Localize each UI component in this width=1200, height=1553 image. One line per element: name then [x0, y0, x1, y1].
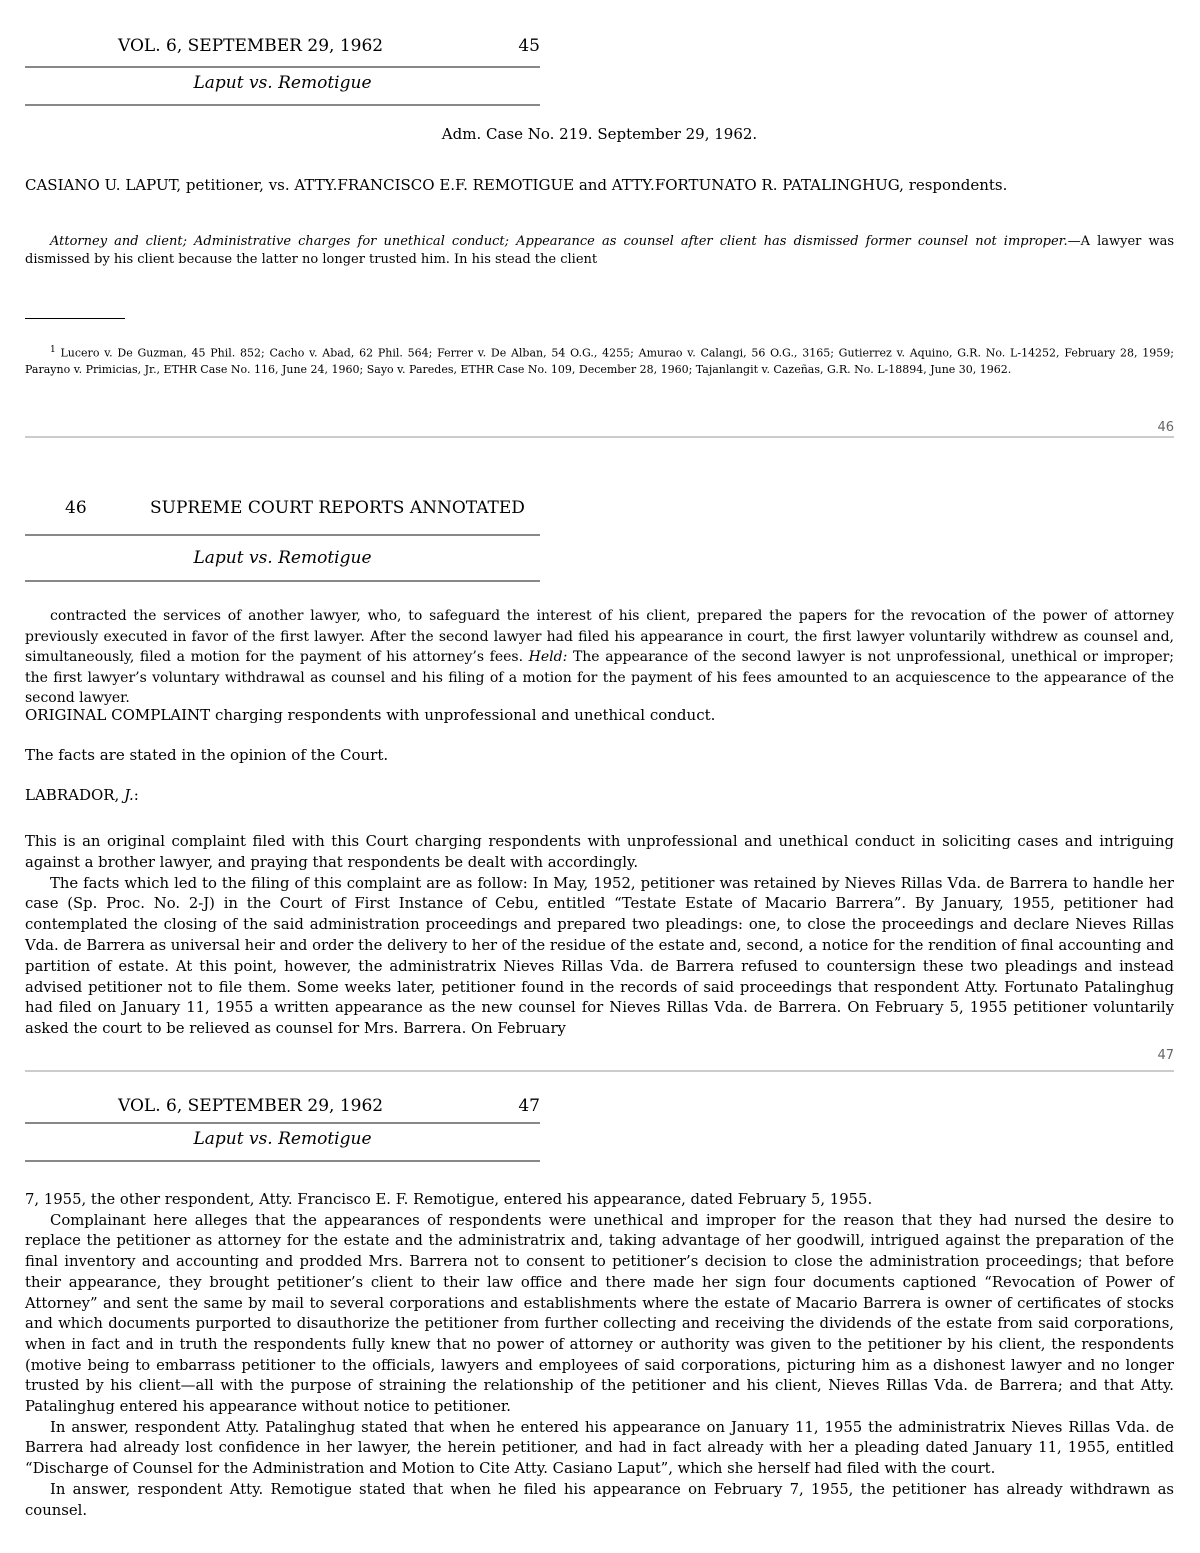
page-separator [25, 436, 1174, 438]
footnote-text: Lucero v. De Guzman, 45 Phil. 852; Cacho v. Abad, 62 Phil. 564; Ferrer v. De Alban, 54 O.G., 4255; Amurao v. Calangi, 56 O.G., 3165; Gutierrez v. Aquino, G.R. No. L-14252, February 28, 1959; Parayno v. Primicias, Jr., ETHR Case No. 116, June 24, 1960; Sayo v. Paredes, ETHR Case No. 109, December 28, 1960; Tajanlangit v. Cazeñas, G.R. No. L-18894, June 30, 1962. [25, 346, 1174, 376]
header-title: SUPREME COURT REPORTS ANNOTATED [150, 498, 525, 518]
running-header [25, 0, 540, 106]
page-marker: 47 [1157, 1048, 1174, 1063]
paragraph: 7, 1955, the other respondent, Atty. Francisco E. F. Remotigue, entered his appearance, dated February 5, 1955. [25, 1191, 873, 1208]
header-line [25, 0, 540, 66]
header-line [25, 462, 540, 534]
paragraph: In answer, respondent Atty. Remotigue stated that when he filed his appearance on February 7, 1955, the petitioner has already withdrawn as counsel. [25, 1480, 1174, 1519]
footnote-rule [25, 318, 125, 319]
header-line [25, 1060, 540, 1122]
header-title: VOL. 6, SEPTEMBER 29, 1962 [118, 36, 384, 56]
paragraph: This is an original complaint filed with this Court charging respondents with unprofessional and unethical conduct in soliciting cases and intriguing against a brother lawyer, and praying that respondents be dealt with accordingly. [25, 833, 1174, 871]
paragraph: The facts which led to the filing of this complaint are as follow: In May, 1952, petitioner was retained by Nieves Rillas Vda. de Barrera to handle her case (Sp. Proc. No. 2-J) in the Court of First Instance of Cebu, entitled “Testate Estate of Macario Barrera”. By January, 1955, petitioner had contemplated the closing of the said administration proceedings and prepared two pleadings: one, to close the proceedings and declare Nieves Rillas Vda. de Barrera as universal heir and order the delivery to her of the residue of the estate and, second, a notice for the rendition of final accounting and partition of estate. At this point, however, the administratrix Nieves Rillas Vda. de Barrera refused to countersign these two pleadings and instead advised petitioner not to file them. Some weeks later, petitioner found in the records of said proceedings that respondent Atty. Fortunato Patalinghug had filed on January 11, 1955 a written appearance as the new counsel for Nieves Rillas Vda. de Barrera. On February 5, 1955 petitioner voluntarily asked the court to be relieved as counsel for Mrs. Barrera. On February [25, 874, 1174, 1038]
case-caption: Laput vs. Remotigue [193, 73, 372, 93]
syllabus-heading: Attorney and client; Administrative charges for unethical conduct; Appearance as counsel after client has dismissed former counsel not improper. [50, 234, 1068, 249]
case-number: Adm. Case No. 219. September 29, 1962. [441, 125, 758, 143]
paragraph: In answer, respondent Atty. Patalinghug stated that when he entered his appearance on January 11, 1955 the administratrix Nieves Rillas Vda. de Barrera had already lost confidence in her lawyer, the herein petitioner, and had in fact already with her a pleading dated January 11, 1955, entitled “Discharge of Counsel for the Administration and Motion to Cite Atty. Casiano Laput”, which she herself had filed with the court. [25, 1418, 1174, 1478]
case-caption: Laput vs. Remotigue [193, 1129, 372, 1149]
paragraph: Complainant here alleges that the appearances of respondents were unethical and improper for the reason that they had nursed the desire to replace the petitioner as attorney for the estate and the administratrix and, taking advantage of her goodwill, intrigued against the preparation of the final inventory and accounting and prodded Mrs. Barrera not to consent to petitioner’s decision to close the administration proceedings; that before their appearance, they brought petitioner’s client to their law office and there made her sign four documents captioned “Revocation of Power of Attorney” and sent the same by mail to several corporations and establishments where the estate of Macario Barrera is owner of certificates of stocks and which documents purported to disauthorize the petitioner from further collecting and receiving the dividends of the estate from said corporations, when in fact and in truth the respondents fully knew that no power of attorney or authority was given to the petitioner by his client, the respondents (motive being to embarrass petitioner to the officials, lawyers and employees of said corporations, picturing him as a dishonest lawyer and no longer trusted by his client—all with the purpose of straining the relationship of the petitioner and his client, Nieves Rillas Vda. de Barrera; and that Atty. Patalinghug entered his appearance without notice to petitioner. [25, 1211, 1174, 1416]
header-page-number: 47 [518, 1096, 540, 1116]
caption-rule [25, 1160, 540, 1162]
syllabus-continued: contracted the services of another lawyer, who, to safeguard the interest of his client, prepared the papers for the revocation of the power of attorney previously executed in favor of the first lawyer. After the second lawyer had filed his appearance in court, the first lawyer voluntarily withdrew as counsel and, simultaneously, filed a motion for the payment of his attorney’s fees. Held: The appearance of the second lawyer is not unprofessional, unethical or improper; the first lawyer’s voluntary withdrawal as counsel and his filing of a motion for the payment of his fees amounted to an acquiescence to the appearance of the second lawyer. [25, 608, 1175, 706]
ponente: LABRADOR, J.: [25, 786, 139, 804]
caption-rule [25, 104, 540, 106]
footnote [25, 342, 1174, 378]
syllabus [25, 233, 1174, 269]
opinion-text [25, 832, 1174, 1040]
running-header [25, 462, 540, 582]
header-page-number: 46 [65, 498, 87, 518]
page-marker: 46 [1157, 420, 1174, 435]
held-label: Held: [528, 649, 568, 665]
footnote-mark: 1 [50, 345, 56, 355]
header-page-number: 45 [518, 36, 540, 56]
header-title: VOL. 6, SEPTEMBER 29, 1962 [118, 1096, 384, 1116]
running-header [25, 1060, 540, 1162]
parties: CASIANO U. LAPUT, petitioner, vs. ATTY.FRANCISCO E.F. REMOTIGUE and ATTY.FORTUNATO R. PATALINGHUG, respondents. [25, 176, 1008, 194]
case-caption: Laput vs. Remotigue [193, 548, 372, 568]
syllabus-text: —A lawyer was dismissed by his client because the latter no longer trusted him. In his stead the client [25, 234, 1174, 267]
original-complaint: ORIGINAL COMPLAINT charging respondents with unprofessional and unethical conduct. [25, 706, 716, 724]
caption-rule [25, 580, 540, 582]
opinion-text [25, 1190, 1174, 1521]
facts-note: The facts are stated in the opinion of the Court. [25, 746, 389, 764]
